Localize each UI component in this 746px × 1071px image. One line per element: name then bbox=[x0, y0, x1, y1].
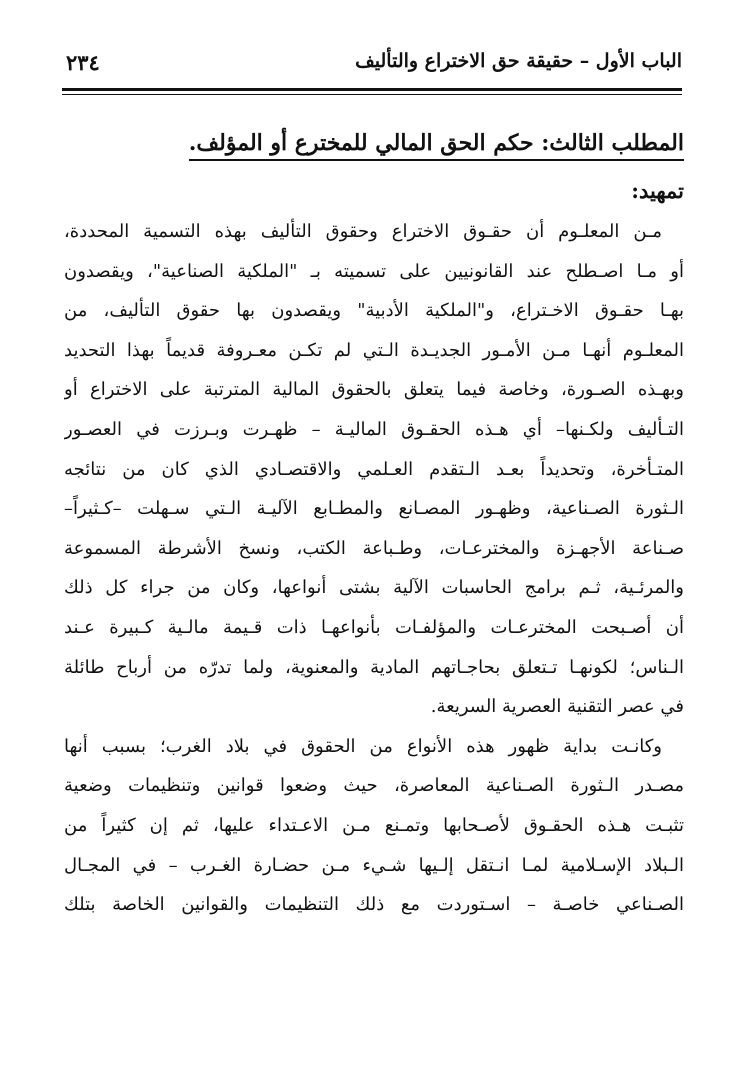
text-line: صـناعة الأجهـزة والمخترعـات، وطـباعة الكتب، ونسخ الأشرطة المسموعة bbox=[64, 537, 684, 559]
section-title: المطلب الثالث: حكم الحق المالي للمخترع أو المؤلف. bbox=[189, 130, 684, 161]
body-text bbox=[64, 212, 684, 925]
text-line: الصـناعي خاصـة – اسـتوردت مع ذلك التنظيمات والقوانين الخاصة بتلك bbox=[64, 894, 684, 916]
text-line: التـأليف ولكـنها– أي هـذه الحقـوق الماليـة – ظهـرت وبـرزت في العصـور bbox=[64, 418, 684, 440]
text-line: الـبلاد الإسـلامية لمـا انـتقل إلـيها شـيء مـن حضـارة الغـرب – في المجـال bbox=[64, 854, 684, 876]
running-header-title: الباب الأول – حقيقة حق الاختراع والتأليف bbox=[355, 50, 682, 72]
text-line: الـناس؛ لكونهـا تـتعلق بحاجـاتهم المادية والمعنوية، ولما تدرّه من أرباح طائلة bbox=[64, 656, 684, 678]
running-header bbox=[62, 48, 682, 82]
text-line: مصـدر الـثورة الصـناعية المعاصرة، حيث وضعوا قوانين وتنظيمات وضعية bbox=[64, 775, 684, 797]
text-line: الـثورة الصـناعية، وظهـور المصـانع والمطـابع الآليـة الـتي سـهلت –كـثيراً– bbox=[64, 498, 684, 520]
text-line: مـن المعلـوم أن حقـوق الاختراع وحقوق التأليف بهذه التسمية المحددة، bbox=[64, 221, 662, 242]
text-line: المعلـوم أنهـا مـن الأمـور الجديـدة الـتي لم تكـن معـروفة قديماً بهذا التحديد bbox=[64, 339, 684, 361]
header-rule-thick bbox=[62, 88, 682, 91]
text-line: أن أصـبحت المخترعـات والمؤلفـات بأنواعهـا ذات قـيمة مالـية كـبيرة عـند bbox=[64, 616, 684, 638]
text-line: وكانـت بداية ظهور هذه الأنواع من الحقوق في بلاد الغرب؛ بسبب أنها bbox=[64, 735, 662, 757]
text-line: في عصر التقنية العصرية السريعة. bbox=[430, 696, 684, 718]
intro-label: تمهيد: bbox=[631, 178, 684, 203]
page-number: ٢٣٤ bbox=[66, 50, 100, 75]
text-line: وبهـذه الصـورة، وخاصة فيما يتعلق بالحقوق المالية المترتبة على الاختراع أو bbox=[64, 379, 684, 401]
text-line: والمرئـية، ثـم برامج الحاسبات الآلية بشتى أنواعها، وكان من جراء كل ذلك bbox=[64, 577, 684, 599]
text-line: المتـأخرة، وتحديداً بعـد الـتقدم العـلمي والاقتصـادي الذي كان من نتائجه bbox=[64, 458, 684, 480]
text-line: تثبـت هـذه الحقـوق لأصـحابها وتمـنع مـن الاعـتداء عليها، ثم إن كثيراً من bbox=[64, 814, 684, 836]
text-line: بهـا حقـوق الاخـتراع، و"الملكية الأدبية" ويقصدون بها حقوق التأليف، من bbox=[64, 300, 684, 322]
text-line: أو مـا اصـطلح عند القانونيين على تسميته بـ "الملكية الصناعية"، ويقصدون bbox=[64, 260, 684, 282]
header-rule-thin bbox=[62, 94, 682, 95]
